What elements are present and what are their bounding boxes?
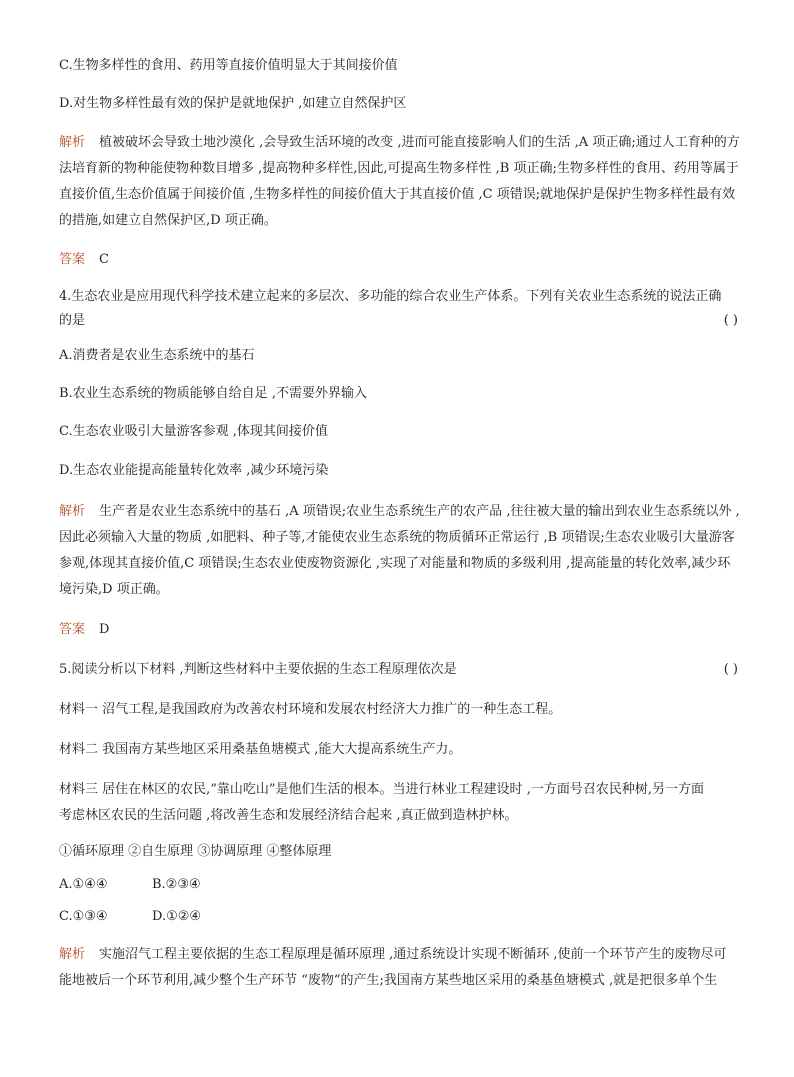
q5-principles: ①循环原理 ②自生原理 ③协调原理 ④整体原理	[59, 844, 332, 859]
q3-analysis-line-3: 直接价值,生态价值属于间接价值 ,生物多样性的间接价值大于其直接价值 ,C 项错误;就地保护是保护生物多样性最有效	[59, 187, 736, 202]
q3-option-c: C.生物多样性的食用、药用等直接价值明显大于其间接价值	[59, 58, 398, 73]
q5-option-a: A.①④④	[59, 877, 108, 892]
q4-analysis-line-3: 参观,体现其直接价值,C 项错误;生态农业使废物资源化 ,实现了对能量和物质的多级利用 ,提高能量的转化效率,减少环	[59, 556, 731, 571]
q4-option-b: B.农业生态系统的物质能够自给自足 ,不需要外界输入	[59, 386, 367, 401]
q5-option-d: D.①②④	[152, 909, 202, 924]
q3-analysis-line-1: 解析 植被破坏会导致土地沙漠化 ,会导致生活环境的改变 ,进而可能直接影响人们的生活 ,A 项正确;通过人工育种的方	[59, 135, 740, 150]
analysis-label: 解析	[59, 135, 86, 150]
q4-stem-line-1: 4.生态农业是应用现代科学技术建立起来的多层次、多功能的综合农业生产体系。下列有关农业生态系统的说法正确	[59, 289, 722, 304]
q3-analysis-line-4: 的措施,如建立自然保护区,D 项正确。	[59, 213, 277, 228]
q5-option-b: B.②③④	[152, 877, 201, 892]
q3-option-d: D.对生物多样性最有效的保护是就地保护 ,如建立自然保护区	[59, 96, 407, 111]
q4-option-d: D.生态农业能提高能量转化效率 ,减少环境污染	[59, 463, 329, 478]
q5-analysis-line-2: 能地被后一个环节利用,减少整个生产环节 “废物”的产生;我国南方某些地区采用的桑基鱼塘模式 ,就是把很多单个生	[59, 973, 718, 988]
q4-analysis-line-1: 解析 生产者是农业生态系统中的基石 ,A 项错误;农业生态系统生产的农产品 ,往往被大量的输出到农业生态系统以外 ,	[59, 504, 740, 519]
analysis-label: 解析	[59, 504, 86, 519]
q3-analysis-line-2: 法培育新的物种能使物种数目增多 ,提高物种多样性,因此,可提高生物多样性 ,B 项正确;生物多样性的食用、药用等属于	[59, 161, 739, 176]
q5-answer-blank: ( )	[723, 662, 738, 677]
q4-option-c: C.生态农业吸引大量游客参观 ,体现其间接价值	[59, 424, 328, 439]
q5-analysis-line-1: 解析 实施沼气工程主要依据的生态工程原理是循环原理 ,通过系统设计实现不断循环 ,使前一个环节产生的废物尽可	[59, 947, 727, 962]
q5-material-3-line-2: 考虑林区农民的生活问题 ,将改善生态和发展经济结合起来 ,真正做到造林护林。	[59, 808, 518, 823]
q5-stem: 5.阅读分析以下材料 ,判断这些材料中主要依据的生态工程原理依次是	[59, 662, 457, 677]
q3-answer	[59, 250, 109, 270]
answer-value: D	[99, 622, 110, 637]
answer-label: 答案	[59, 252, 86, 267]
q5-material-3-line-1: 材料三 居住在林区的农民,“靠山吃山”是他们生活的根本。当进行林业工程建设时 ,一方面号召农民种树,另一方面	[59, 782, 704, 797]
q4-option-a: A.消费者是农业生态系统中的基石	[59, 348, 255, 363]
q5-material-2: 材料二 我国南方某些地区采用桑基鱼塘模式 ,能大大提高系统生产力。	[59, 742, 462, 757]
q4-answer	[59, 620, 109, 640]
q4-stem-line-2: 的是	[59, 313, 86, 328]
answer-label: 答案	[59, 622, 86, 637]
q5-option-c: C.①③④	[59, 909, 108, 924]
q4-analysis-line-2: 因此必须输入大量的物质 ,如肥料、种子等,才能使农业生态系统的物质循环正常运行 ,B 项错误;生态农业吸引大量游客	[59, 530, 735, 545]
q4-analysis-line-4: 境污染,D 项正确。	[59, 582, 169, 597]
answer-value: C	[99, 252, 109, 267]
analysis-label: 解析	[59, 947, 86, 962]
q5-material-1: 材料一 沼气工程,是我国政府为改善农村环境和发展农村经济大力推广的一种生态工程。	[59, 702, 562, 717]
q4-answer-blank: ( )	[723, 313, 738, 328]
